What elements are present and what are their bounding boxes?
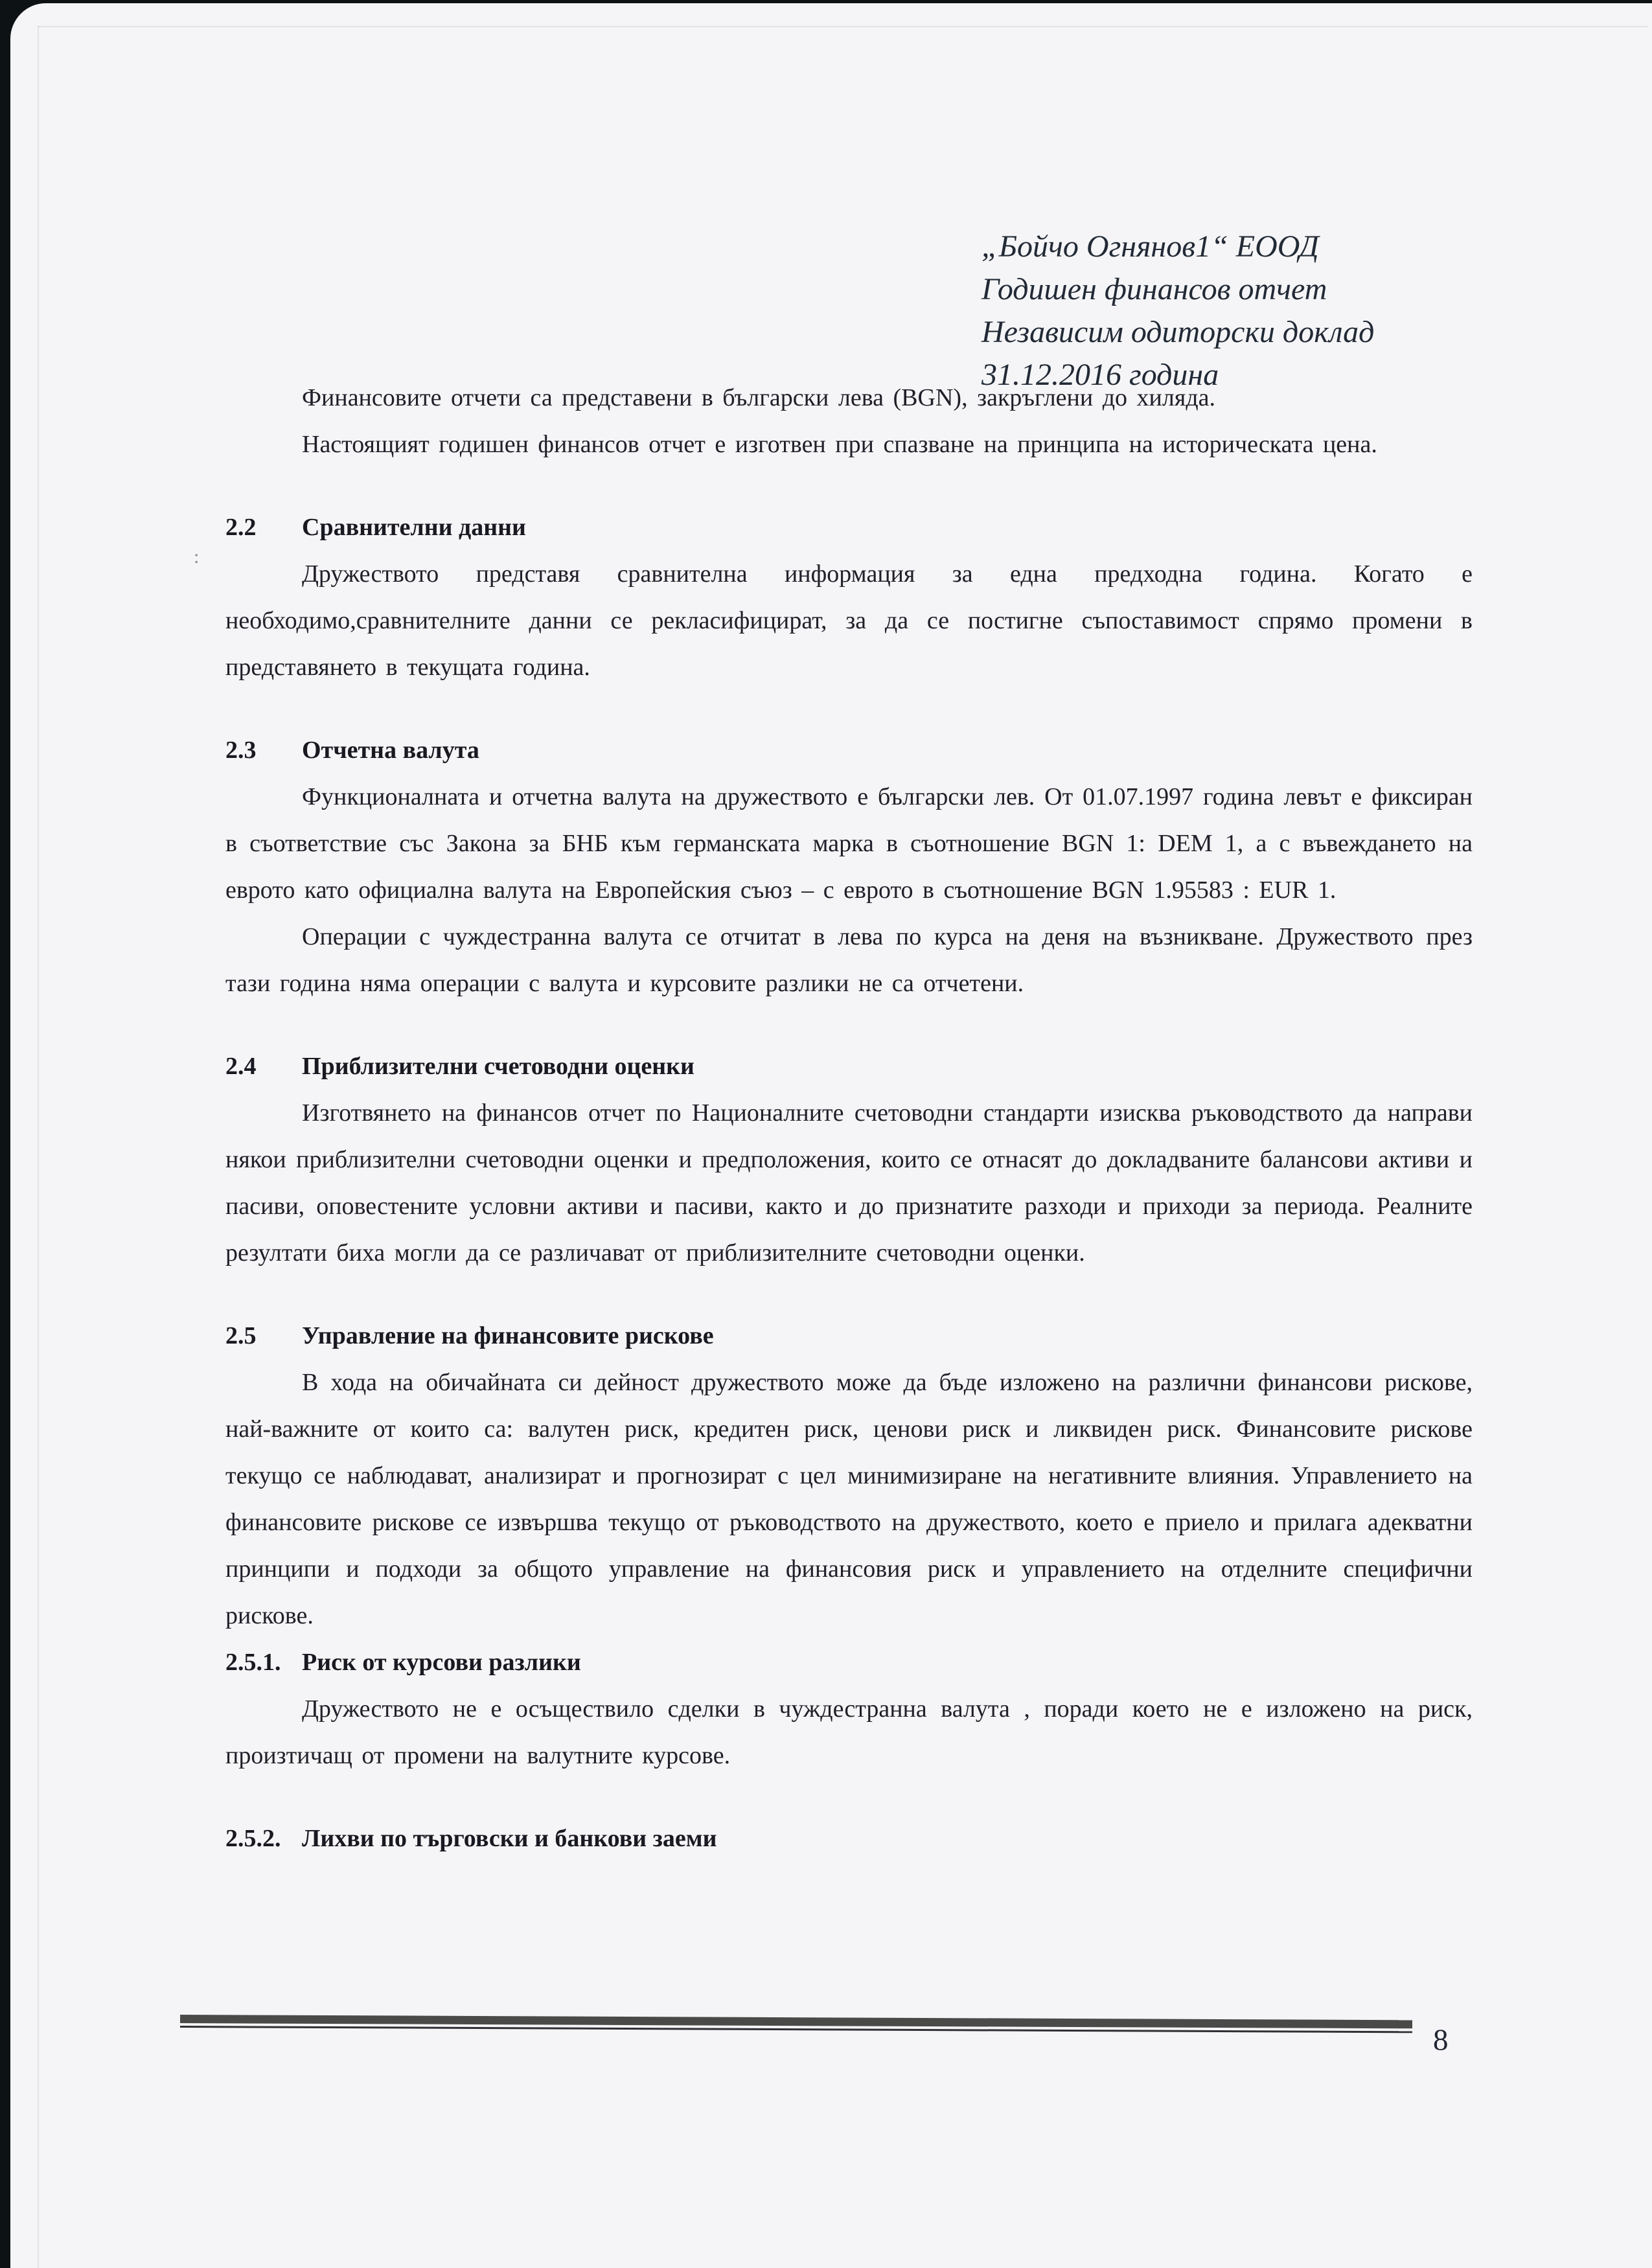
header-report-date: 31.12.2016 година: [981, 358, 1219, 392]
section-number: 2.5.1.: [225, 1649, 281, 1676]
intro-paragraph: Финансовите отчети са представени в български лева (BGN), закръглени до хиляда.: [302, 384, 1216, 411]
document-body: [225, 374, 1473, 1862]
section-title: Отчетна валута: [302, 737, 479, 764]
section-title: Сравнителни данни: [302, 514, 526, 541]
section-number: 2.2: [225, 514, 257, 541]
section-heading-2-2: [225, 504, 1473, 551]
section-paragraph: Дружеството не е осъществило сделки в чуждестранна валута , поради което не е изложено на риск, произтичащ от промени на валутните курсове.: [225, 1695, 1473, 1769]
section-paragraph: Дружеството представя сравнителна информация за една предходна година. Когато е необходимо,сравнителните данни се рекласифицират, за да се постигне съпоставимост спрямо промени в представянето в текущата година.: [225, 560, 1473, 681]
section-heading-2-5: [225, 1312, 1473, 1359]
section-paragraph: Операции с чуждестранна валута се отчитат в лева по курса на деня на възникване. Дружеството през тази година няма операции с валута и курсовите разлики не са отчетени.: [225, 923, 1473, 997]
photocopy-edge-left: [38, 26, 39, 2268]
section-paragraph: Функционалната и отчетна валута на дружеството е български лев. От 01.07.1997 година левът е фиксиран в съответствие със Закона за БНБ към германската марка в съотношение BGN 1: DEM 1, а с въвеждането на еврото като официална валута на Европейския съюз – с еврото в съотношение BGN 1.95583 : EUR 1.: [225, 783, 1473, 904]
section-heading-2-3: [225, 727, 1473, 773]
section-heading-2-5-2: [225, 1815, 1473, 1862]
section-number: 2.3: [225, 737, 257, 764]
section-title: Лихви по търговски и банкови заеми: [302, 1825, 717, 1852]
photocopy-edge-top: [38, 26, 1648, 27]
section-paragraph: Изготвянето на финансов отчет по Националните счетоводни стандарти изисква ръководството да направи някои приблизителни счетоводни оценки и предположения, които се отнасят до докладваните балансови активи и пасиви, оповестените условни активи и пасиви, както и до признатите разходи и приходи за периода. Реалните резултати биха могли да се различават от приблизителните счетоводни оценки.: [225, 1099, 1473, 1266]
section-number: 2.4: [225, 1053, 257, 1080]
header-report-title: Годишен финансов отчет: [981, 272, 1327, 306]
section-title: Приблизителни счетоводни оценки: [302, 1053, 694, 1080]
section-number: 2.5: [225, 1322, 257, 1349]
page-number: 8: [1433, 2023, 1449, 2057]
section-heading-2-5-1: [225, 1639, 1473, 1686]
document-header: [981, 225, 1422, 396]
section-heading-2-4: [225, 1043, 1473, 1090]
scan-artifact-speck: :: [194, 546, 200, 567]
section-number: 2.5.2.: [225, 1825, 281, 1852]
section-title: Риск от курсови разлики: [302, 1649, 581, 1676]
header-company-name: „Бойчо Огнянов1“ ЕООД: [981, 229, 1319, 264]
section-paragraph: В хода на обичайната си дейност дружеството може да бъде изложено на различни финансови рискове, най-важните от които са: валутен риск, кредитен риск, ценови риск и ликвиден риск. Финансовите рискове текущо се наблюдават, анализират и прогнозират с цел минимизиране на негативните влияния. Управлението на финансовите рискове се извършва текущо от ръководството на дружеството, което е приело и прилага адекватни принципи и подходи за общото управление на финансовия риск и управлението на отделните специфични рискове.: [225, 1369, 1473, 1629]
intro-paragraph: Настоящият годишен финансов отчет е изготвен при спазване на принципа на историческата цена.: [302, 431, 1377, 458]
section-title: Управление на финансовите рискове: [302, 1322, 714, 1349]
header-audit-title: Независим одиторски доклад: [981, 315, 1375, 349]
